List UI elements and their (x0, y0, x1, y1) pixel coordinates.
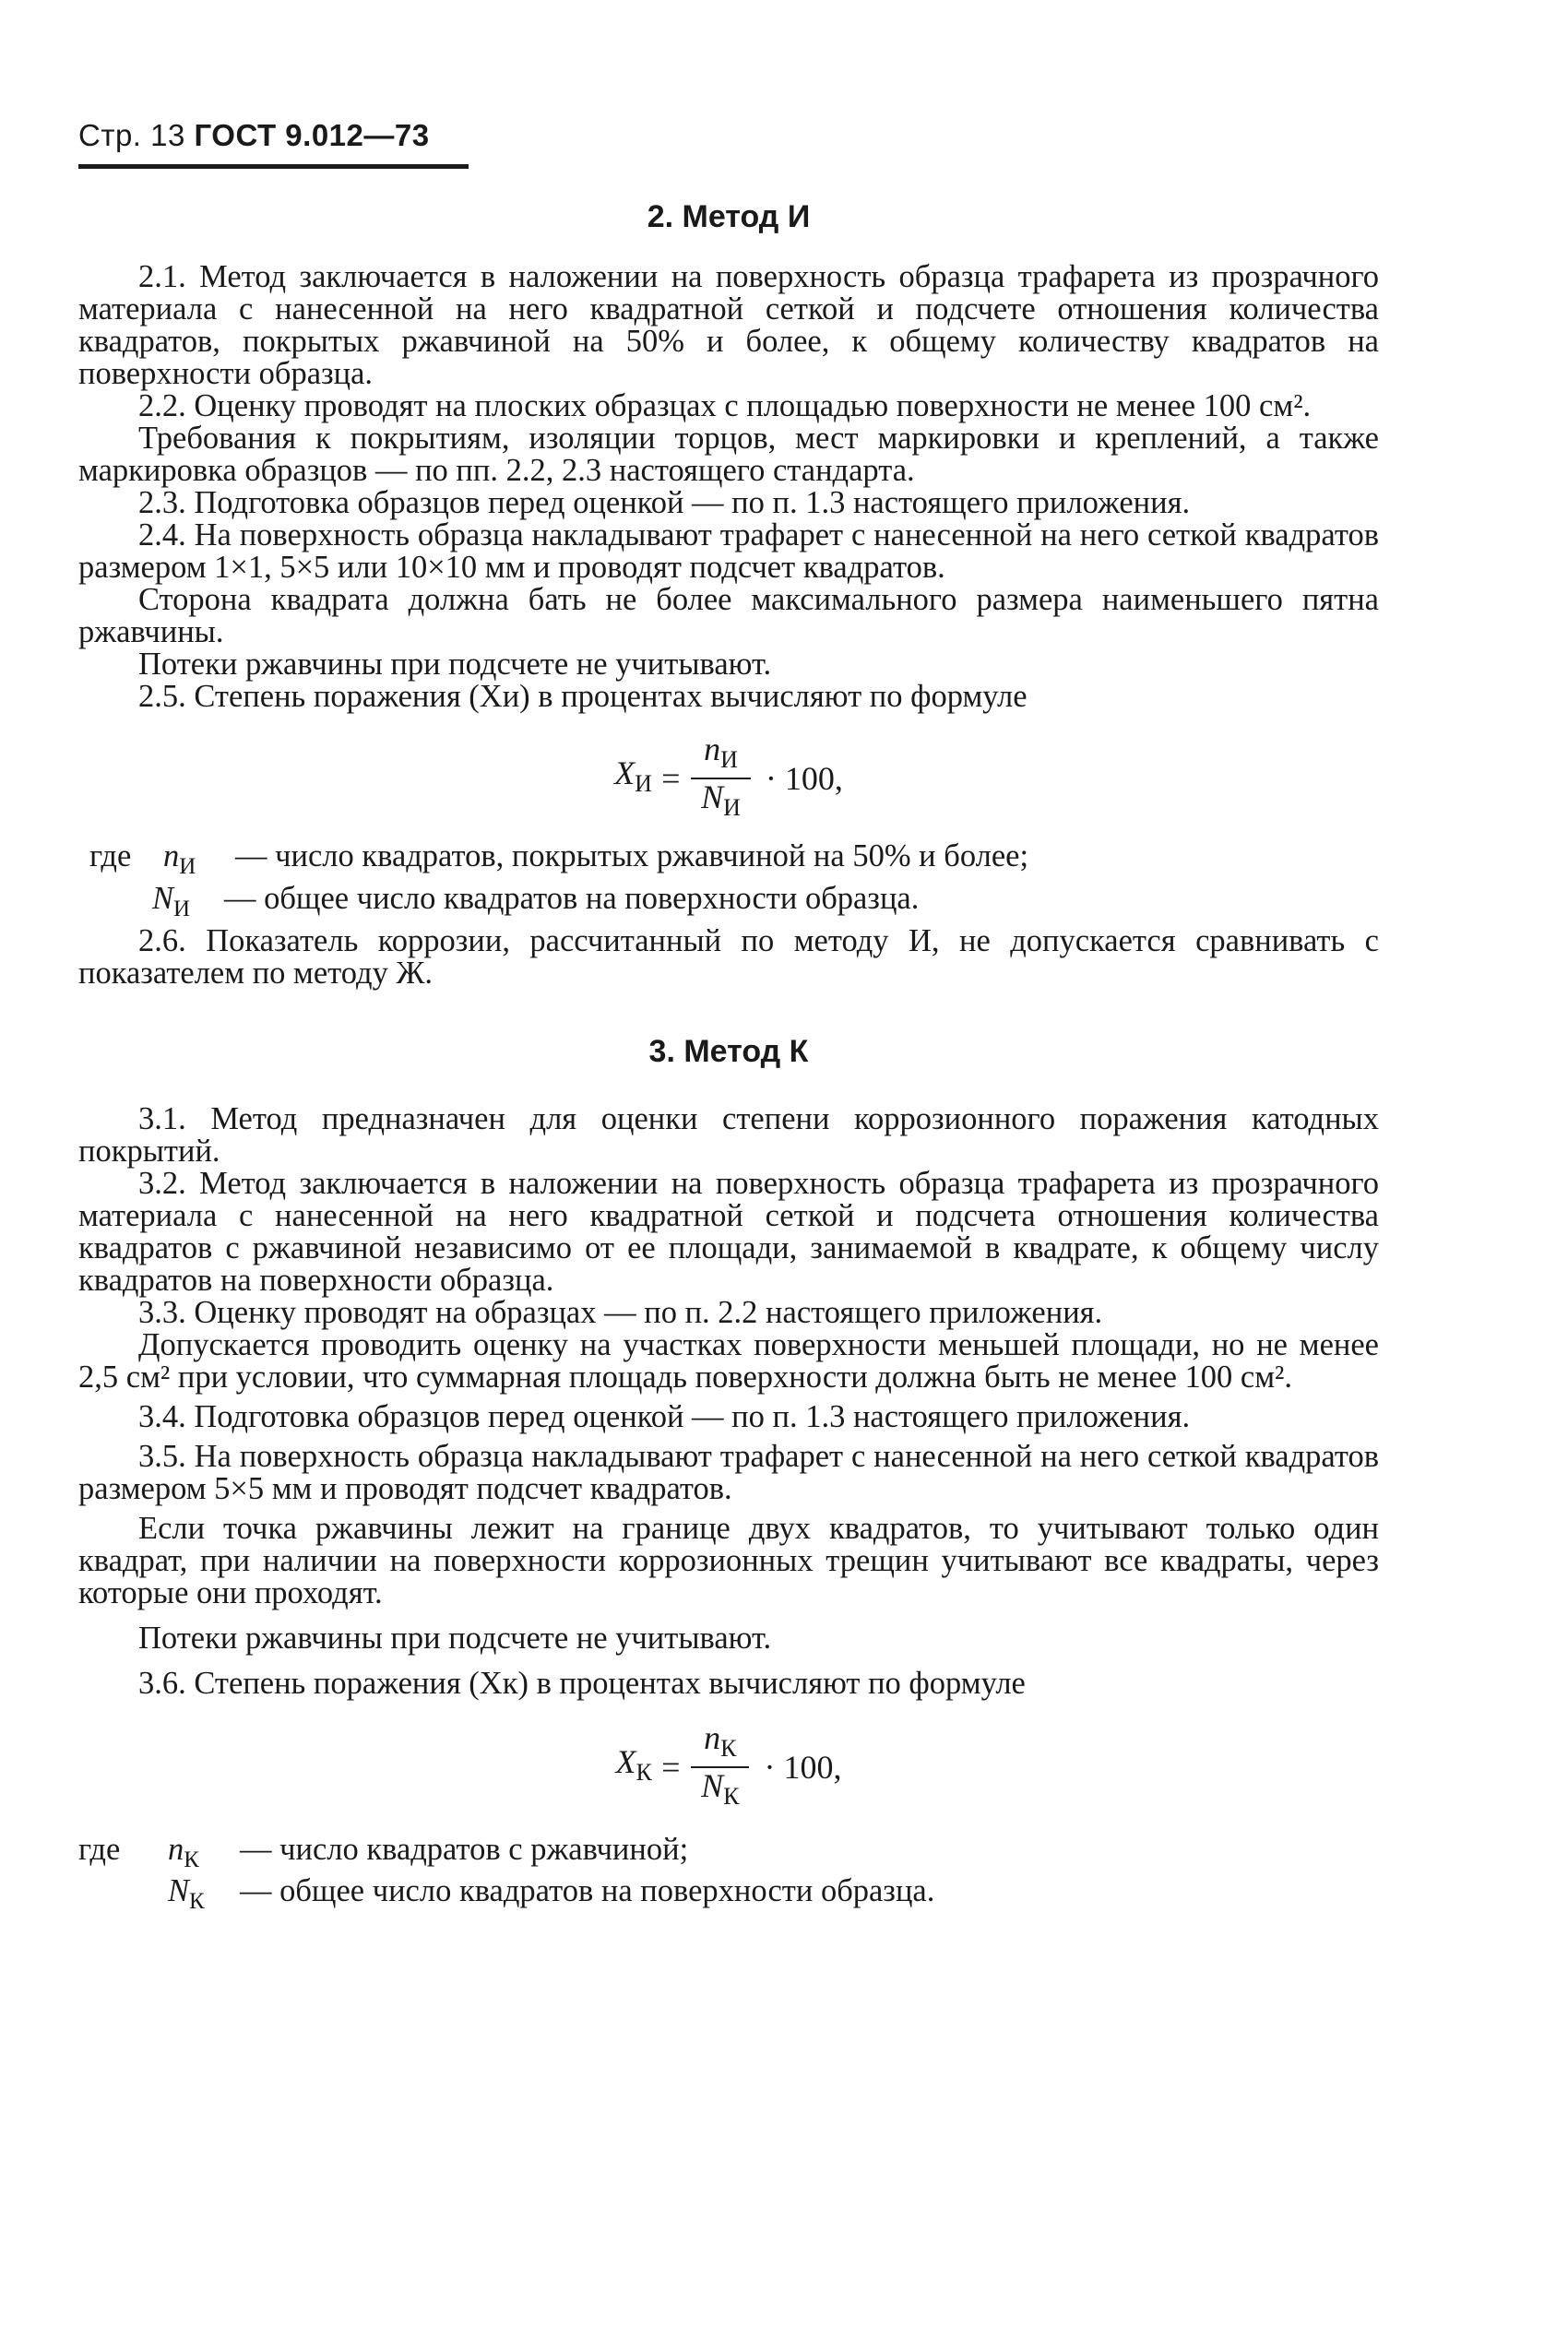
paragraph-2-6: 2.6. Показатель коррозии, рассчитанный по методу И, не допускается сравнивать с показателем по методу Ж. (78, 923, 1379, 992)
paragraph-2-4: 2.4. На поверхность образца накладывают трафарет с нанесенной на него сеткой квадратов размером 1×1, 5×5 или 10×10 мм и проводят подсчет квадратов. (78, 517, 1379, 585)
legend-n-i (78, 840, 1379, 883)
legend-symbol: $n_К$ (168, 1831, 199, 1872)
formula-multiplier: · 100, (765, 759, 843, 797)
document-body (78, 201, 1379, 1918)
paragraph-3-4: 3.4. Подготовка образцов перед оценкой — по п. 1.3 настоящего приложения. (138, 1399, 1191, 1435)
standard-number: ГОСТ 9.012—73 (194, 118, 430, 152)
paragraph-3-5: 3.5. На поверхность образца накладывают трафарет с нанесенной на него сеткой квадратов размером 5×5 мм и проводят подсчет квадратов. (78, 1439, 1379, 1507)
legend-N-k (78, 1875, 1379, 1918)
paragraph-2-2-requirements: Требования к покрытиям, изоляции торцов, мест маркировки и креплений, а также маркировка образцов — по пп. 2.2, 2.3 настоящего стандарта. (78, 421, 1379, 488)
section-2-title: 2. Метод И (647, 199, 811, 234)
paragraph-3-3-smaller-areas: Допускается проводить оценку на участках поверхности меньшей площади, но не менее 2,5 см² при условии, что суммарная площадь поверхности должна быть не менее 100 см². (78, 1327, 1379, 1396)
formula-numerator: $n_К$ (691, 1722, 749, 1768)
paragraph-3-6: 3.6. Степень поражения (Xк) в процентах вычисляют по формуле (138, 1666, 1026, 1702)
header-rule (78, 164, 469, 169)
paragraph-3-5-boundary: Если точка ржавчины лежит на границе двух квадратов, то учитывают только один квадрат, при наличии на поверхности коррозионных трещин учитывают все квадраты, через которые они проходят. (78, 1511, 1379, 1611)
formula-lhs: $X_К$ (615, 1743, 652, 1787)
legend-symbol: $N_И$ (152, 881, 191, 922)
legend-N-i (78, 883, 1379, 925)
formula-equals: = (659, 1748, 683, 1786)
paragraph-3-5-streaks: Потеки ржавчины при подсчете не учитывают. (138, 1621, 772, 1657)
legend-text: — число квадратов, покрытых ржавчиной на 50% и более; (235, 838, 1029, 874)
legend-where: где (78, 1831, 121, 1867)
formula-fraction (691, 733, 751, 824)
paragraph-2-4-streaks: Потеки ржавчины при подсчете не учитывают. (138, 647, 772, 682)
paragraph-2-1: 2.1. Метод заключается в наложении на поверхность образца трафарета из прозрачного материала с нанесенной на него квадратной сеткой и подсчете отношения количества квадратов, покрытых ржавчиной на 50% и более, к общему количеству квадратов на поверхности образца. (78, 259, 1379, 391)
legend-symbol: $N_К$ (168, 1873, 205, 1915)
paragraph-3-1: 3.1. Метод предназначен для оценки степени коррозионного поражения катодных покрытий. (78, 1101, 1379, 1170)
legend-n-k (78, 1831, 1379, 1876)
paragraph-2-5: 2.5. Степень поражения (Xи) в процентах вычисляют по формуле (138, 679, 1028, 714)
paragraph-2-3: 2.3. Подготовка образцов перед оценкой — по п. 1.3 настоящего приложения. (138, 485, 1191, 520)
formula-method-i (78, 733, 1379, 824)
formula-denominator: $N_К$ (701, 1767, 740, 1811)
formula-equals: = (659, 759, 683, 797)
legend-symbol: $n_И$ (163, 838, 196, 880)
page-number: Стр. 13 (78, 118, 185, 152)
page-header (78, 118, 466, 153)
formula-multiplier: · 100, (764, 1748, 842, 1786)
legend-text: — общее число квадратов на поверхности образца. (224, 881, 920, 917)
formula-method-k (78, 1719, 1379, 1812)
paragraph-2-2: 2.2. Оценку проводят на плоских образцах с площадью поверхности не менее 100 см². (138, 388, 1312, 423)
paragraph-3-2: 3.2. Метод заключается в наложении на поверхность образца трафарета из прозрачного материала с нанесенной на него квадратной сеткой и подсчета отношения количества квадратов с ржавчиной независимо от ее площади, занимаемой в квадрате, к общему числу квадратов на поверхности образца. (78, 1166, 1379, 1299)
legend-where: где (89, 838, 132, 874)
section-3-title: 3. Метод К (648, 1034, 809, 1070)
formula-fraction (691, 1719, 749, 1812)
formula-denominator: $N_И$ (701, 778, 741, 822)
paragraph-3-3: 3.3. Оценку проводят на образцах — по п. 2.2 настоящего приложения. (138, 1295, 1103, 1331)
legend-text: — число квадратов с ржавчиной; (240, 1831, 689, 1867)
formula-lhs: $X_И$ (614, 754, 652, 798)
paragraph-2-4-square-side: Сторона квадрата должна бать не более максимального размера наименьшего пятна ржавчины. (78, 582, 1379, 649)
legend-text: — общее число квадратов на поверхности образца. (240, 1873, 935, 1909)
formula-numerator: $n_И$ (691, 733, 751, 779)
